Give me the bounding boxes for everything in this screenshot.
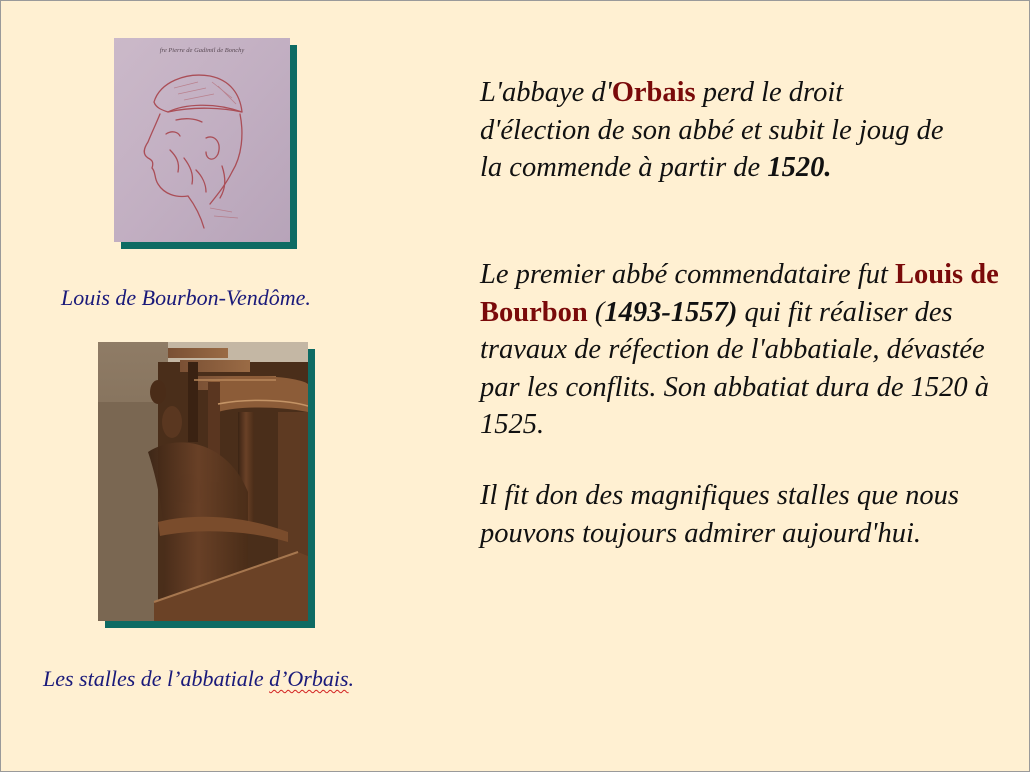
- portrait-sketch-icon: [114, 38, 290, 242]
- louis-de-bourbon-highlight: Louis de Bourbon: [480, 259, 999, 328]
- orbais-highlight: Orbais: [611, 77, 696, 108]
- portrait-caption: Louis de Bourbon-Vendôme.: [61, 285, 311, 310]
- paragraph2-paren: (: [587, 296, 605, 328]
- stalls-caption-suffix: .: [348, 666, 355, 691]
- portrait-sketch-image[interactable]: [114, 38, 290, 242]
- portrait-inscription: fre Pierre de Gadimil de Bonchy: [159, 47, 245, 54]
- paragraph-first-abbot: [480, 256, 1000, 444]
- stalls-caption: [43, 666, 354, 692]
- paragraph1-text-start: L'abbaye d': [480, 77, 612, 108]
- choir-stalls-icon: [98, 342, 308, 621]
- year-1520: 1520.: [767, 152, 832, 183]
- paragraph-stalls-gift: Il fit don des magnifiques stalles que nous pouvons toujours admirer aujourd'hui.: [480, 480, 959, 549]
- paragraph2-text-end: qui fit réaliser des travaux de réfection de l'abbatiale, dévastée par les conflits. Son abbatiat dura de 1520 à 1525.: [480, 296, 990, 440]
- paragraph2-text-start: Le premier abbé commendataire fut: [480, 259, 896, 290]
- stalls-caption-place: d’Orbais: [269, 666, 349, 691]
- stalls-caption-text: Les stalles de l’abbatiale: [43, 666, 270, 691]
- paragraph1-text-mid: perd le droit d'élection de son abbé et subit le joug de la commende à partir de: [480, 77, 944, 183]
- paragraph-commende: [480, 74, 960, 187]
- choir-stalls-photo[interactable]: [98, 342, 308, 621]
- life-dates: 1493-1557): [604, 296, 738, 328]
